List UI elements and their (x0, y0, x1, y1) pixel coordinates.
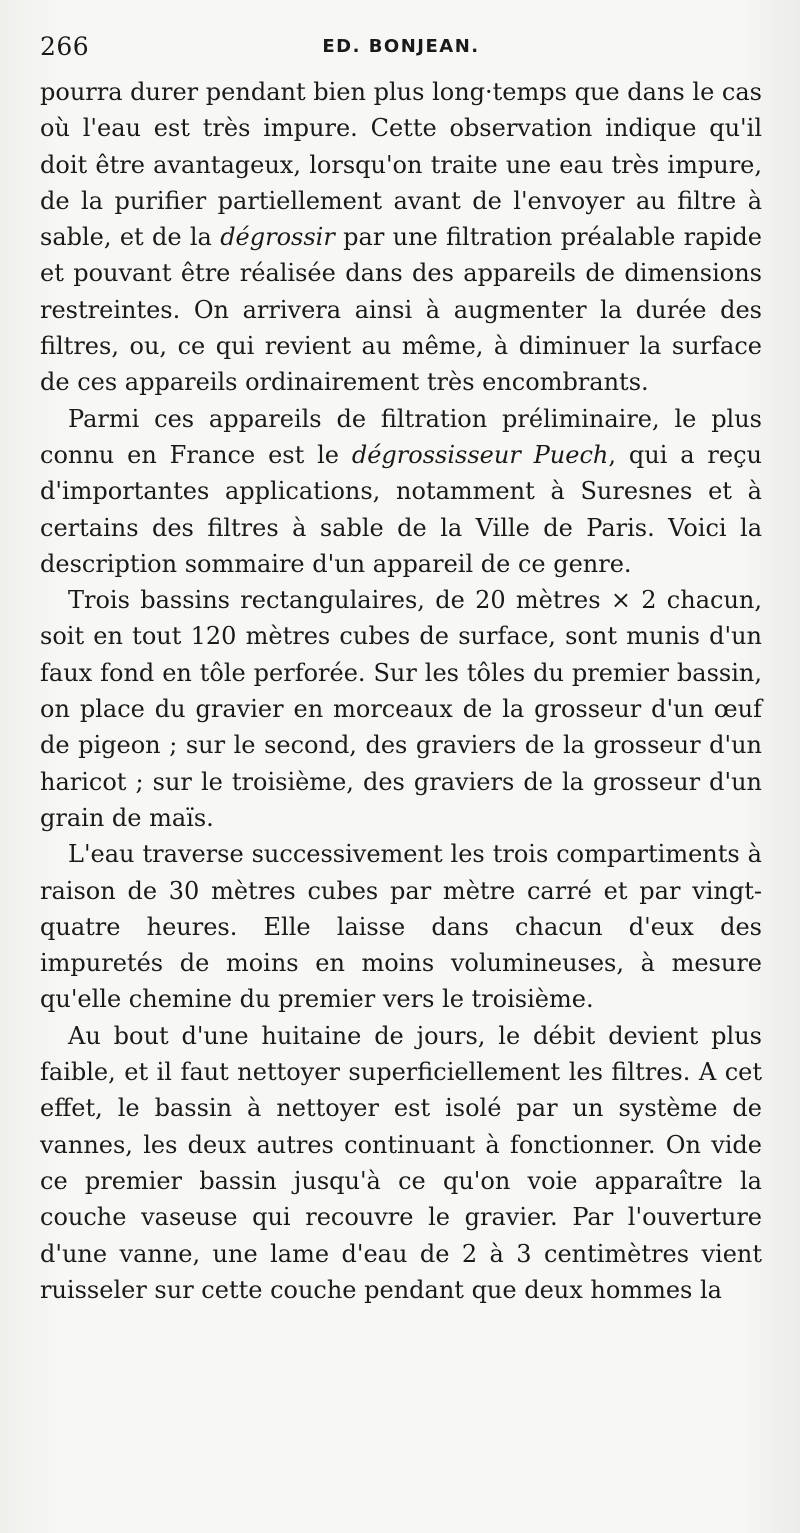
text-segment: pourra durer pendant bien plus long·temps que dans le cas où l'eau est très impure. Cette observation indique qu'il doit être avantageux, lorsqu'on traite une eau très impure, de la purifier partiellement avant de l'envoyer au filtre à sable, et de la (40, 78, 762, 252)
text-segment: Parmi ces appareils de filtration préliminaire, le plus connu en France est le (40, 404, 762, 469)
text-segment: Trois bassins rectangulaires, de 20 mètres × 2 chacun, soit en tout 120 mètres cubes de surface, sont munis d'un faux fond en tôle perforée. Sur les tôles du premier bassin, on place du gravier en morceaux de la grosseur d'un œuf de pigeon ; sur le second, des graviers de la grosseur d'un haricot ; sur le troisième, des graviers de la grosseur d'un grain de maïs. (40, 586, 762, 832)
paragraph-5 (40, 1018, 762, 1308)
text-segment: Au bout d'une huitaine de jours, le débit devient plus faible, et il faut nettoyer superficiellement les filtres. A cet effet, le bassin à nettoyer est isolé par un système de vannes, les deux autres continuant à fonctionner. On vide ce premier bassin jusqu'à ce qu'on voie apparaître la couche vaseuse qui recouvre le gravier. Par l'ouverture d'une vanne, une lame d'eau de 2 à 3 centimètres vient ruisseler sur cette couche pendant que deux hommes la (40, 1021, 762, 1304)
page-number: 266 (40, 32, 90, 61)
italic-term: dégrossisseur Puech (351, 440, 609, 469)
running-head (40, 28, 762, 68)
text-segment: par une filtration préalable rapide et pouvant être réalisée dans des appareils de dimensions restreintes. On arrivera ainsi à augmenter la durée des filtres, ou, ce qui revient au même, à diminuer la surface de ces appareils ordinairement très encombrants. (40, 223, 762, 397)
paragraph-2 (40, 401, 762, 582)
text-segment: , qui a reçu d'importantes applications, notamment à Suresnes et à certains des filtres à sable de la Ville de Paris. Voici la description sommaire d'un appareil de ce genre. (40, 440, 762, 578)
paragraph-3 (40, 582, 762, 836)
italic-term: dégrossir (220, 223, 335, 252)
paragraph-1 (40, 74, 762, 401)
paragraph-4 (40, 836, 762, 1017)
body-text (40, 74, 762, 1308)
running-title: ED. BONJEAN. (322, 36, 480, 57)
text-segment: L'eau traverse successivement les trois compartiments à raison de 30 mètres cubes par mètre carré et par vingt-quatre heures. Elle laisse dans chacun d'eux des impuretés de moins en moins volumineuses, à mesure qu'elle chemine du premier vers le troisième. (40, 840, 762, 1014)
